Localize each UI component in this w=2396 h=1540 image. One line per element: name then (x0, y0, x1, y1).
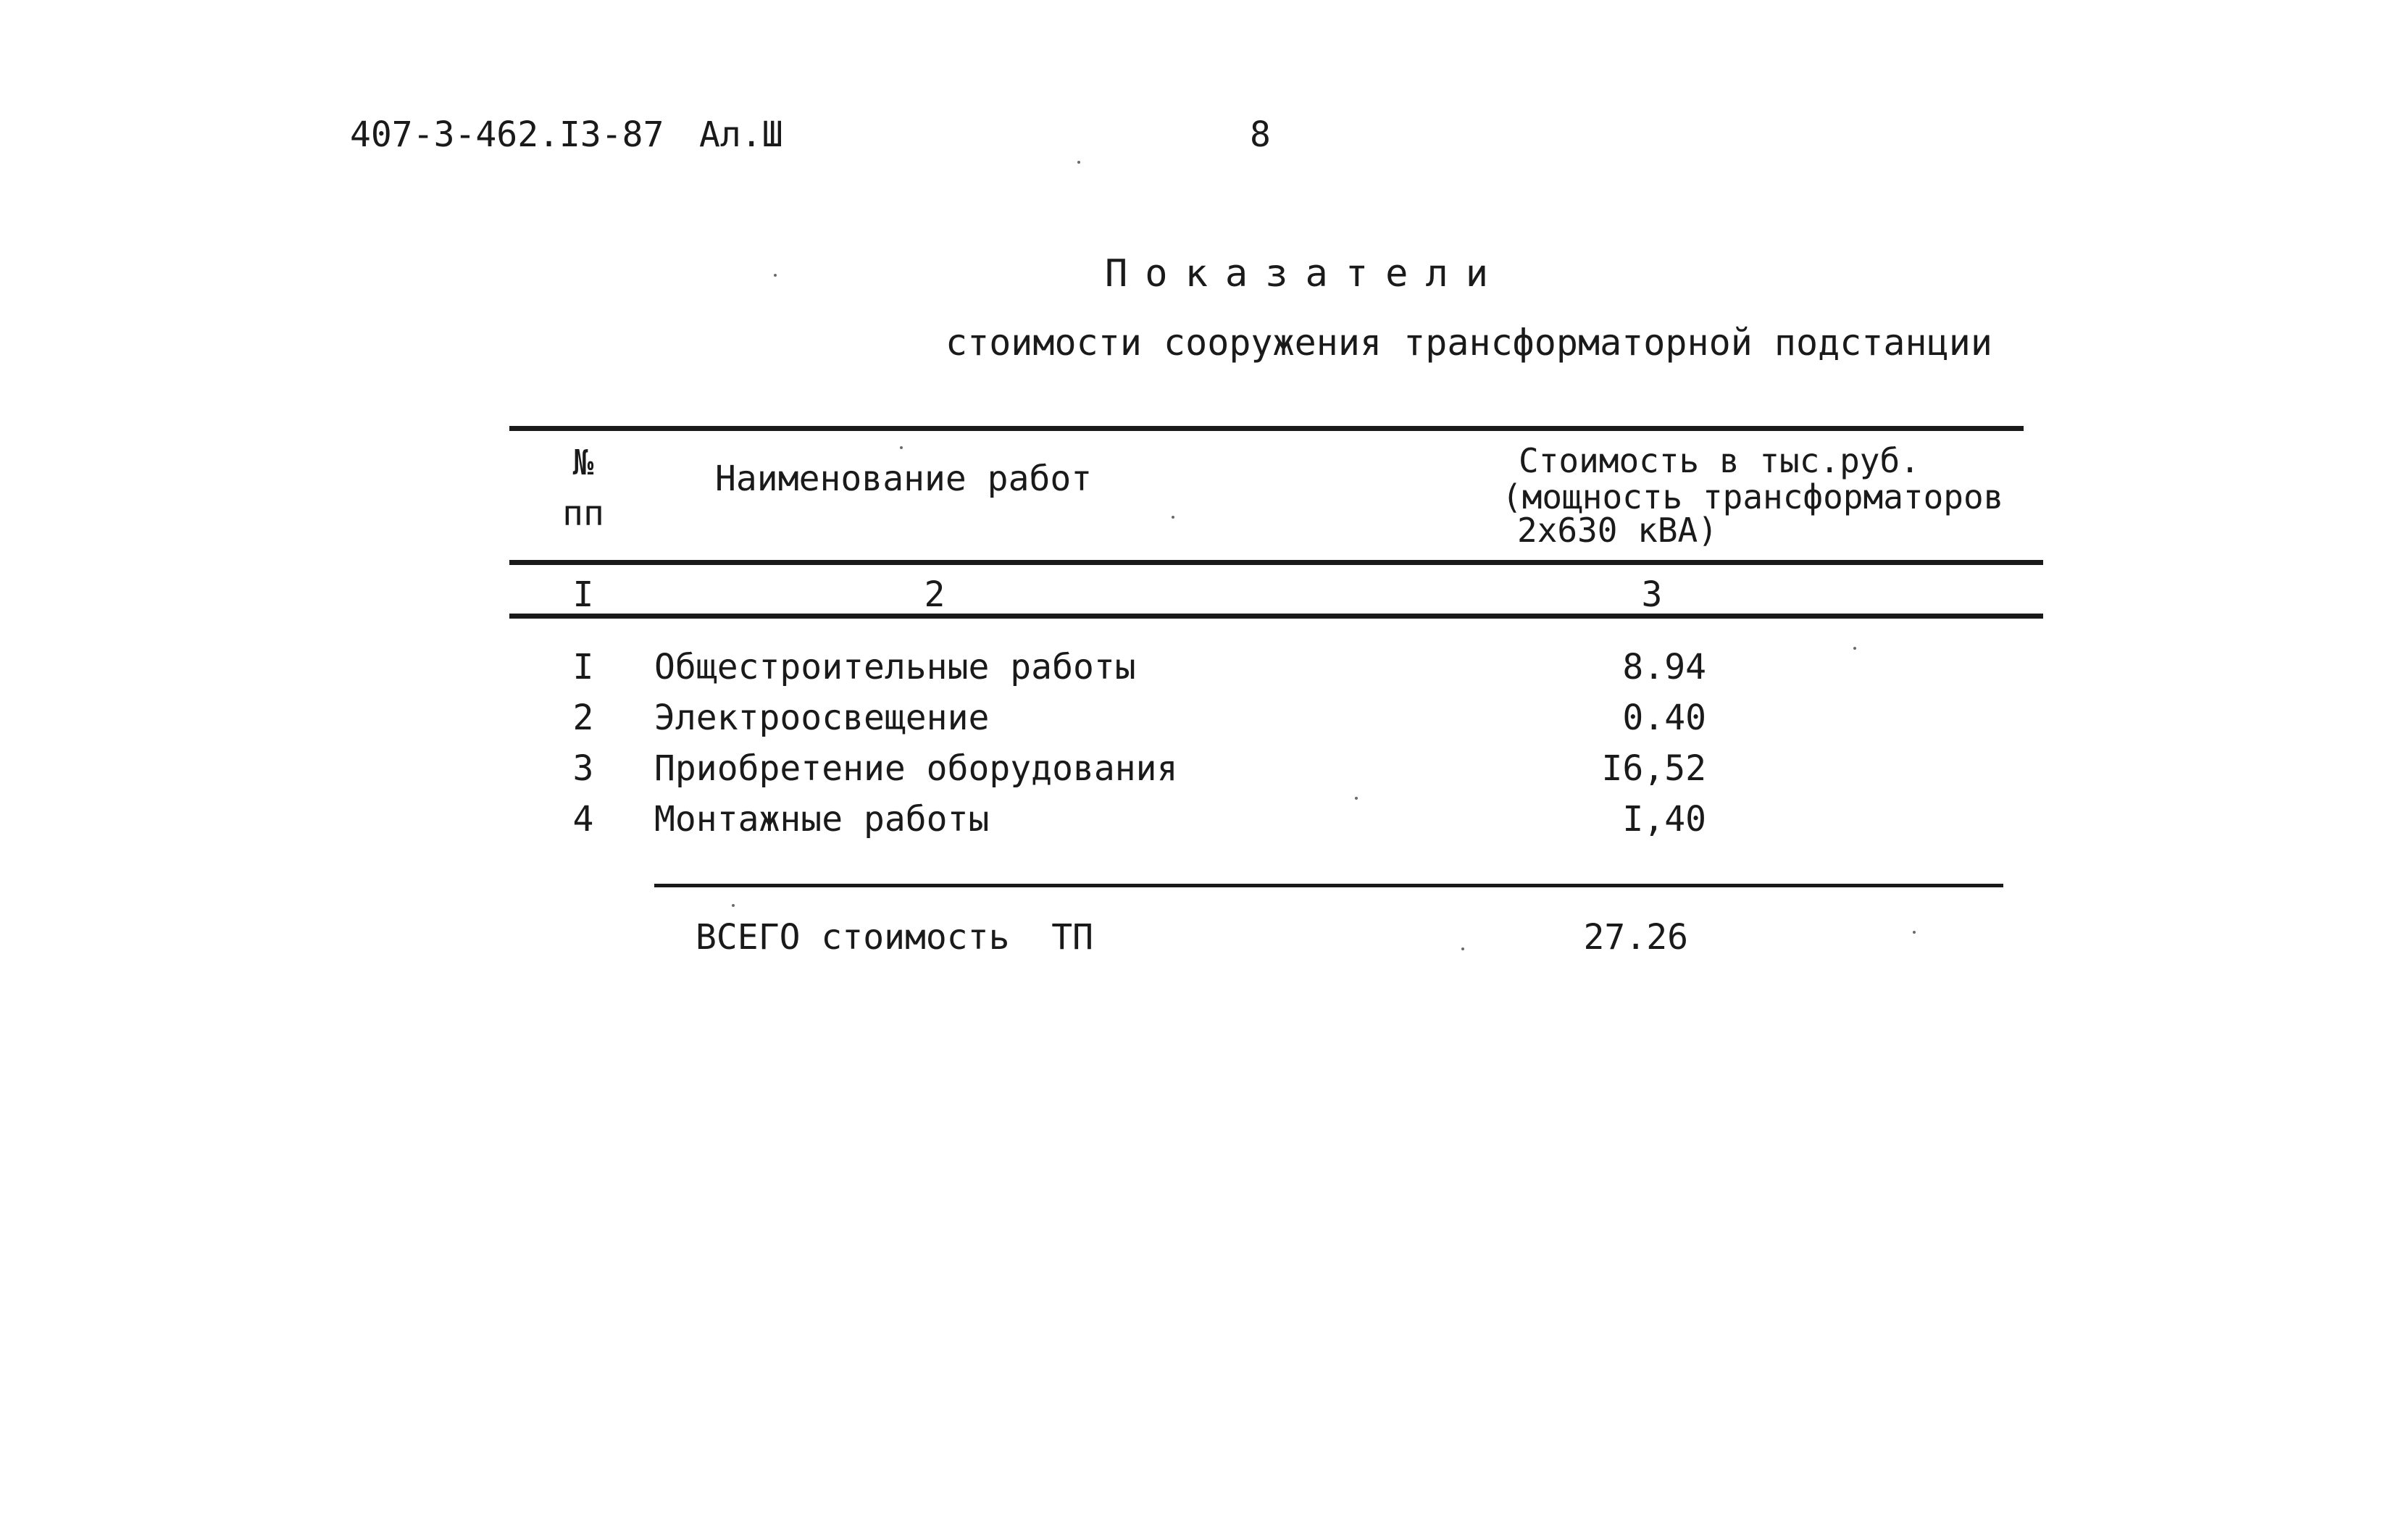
total-value: 27.26 (1583, 917, 1688, 958)
page-title: Показатели (1105, 252, 1506, 296)
total-rule (654, 884, 2003, 887)
row-number: I (572, 647, 594, 687)
scan-speck (732, 904, 735, 907)
column-name-header: Наименование работ (715, 459, 1093, 499)
column-number-header-line2: пп (562, 493, 604, 534)
scan-speck (1461, 947, 1464, 950)
scan-speck (1172, 516, 1174, 519)
scan-speck (1913, 931, 1916, 934)
table-top-rule (509, 426, 2024, 431)
column-number-header-line1: № (572, 443, 594, 483)
row-cost: 0.40 (1622, 698, 1706, 738)
row-number: 4 (572, 799, 594, 840)
column-number-3: 3 (1641, 574, 1663, 615)
page-subtitle: стоимости сооружения трансформаторной подстанции (946, 322, 1992, 364)
row-cost: 8.94 (1622, 647, 1706, 687)
numbering-bottom-rule (509, 614, 2043, 619)
column-cost-header-line3: 2x630 кВА) (1517, 511, 1718, 550)
column-cost-header-line2: (мощность трансформаторов (1502, 477, 2004, 516)
row-cost: I,40 (1622, 799, 1706, 840)
header-bottom-rule (509, 560, 2043, 565)
scan-speck (1853, 647, 1856, 650)
album-number: Ал.Ш (699, 114, 783, 155)
column-number-1: I (572, 574, 594, 615)
row-cost: I6,52 (1601, 748, 1706, 789)
scan-speck (774, 274, 777, 277)
row-number: 2 (572, 698, 594, 738)
scan-speck (900, 446, 903, 449)
scan-speck (1077, 161, 1080, 164)
page-number: 8 (1250, 114, 1271, 155)
row-work-name: Электроосвещение (654, 698, 990, 738)
row-work-name: Приобретение оборудования (654, 748, 1178, 789)
row-number: 3 (572, 748, 594, 789)
column-cost-header-line1: Стоимость в тыс.руб. (1519, 441, 1920, 480)
scan-speck (1355, 797, 1358, 800)
row-work-name: Общестроительные работы (654, 647, 1136, 687)
row-work-name: Монтажные работы (654, 799, 990, 840)
document-code: 407-3-462.I3-87 (350, 114, 664, 155)
column-number-2: 2 (924, 574, 946, 615)
total-label: ВСЕГО стоимость ТП (696, 917, 1094, 958)
